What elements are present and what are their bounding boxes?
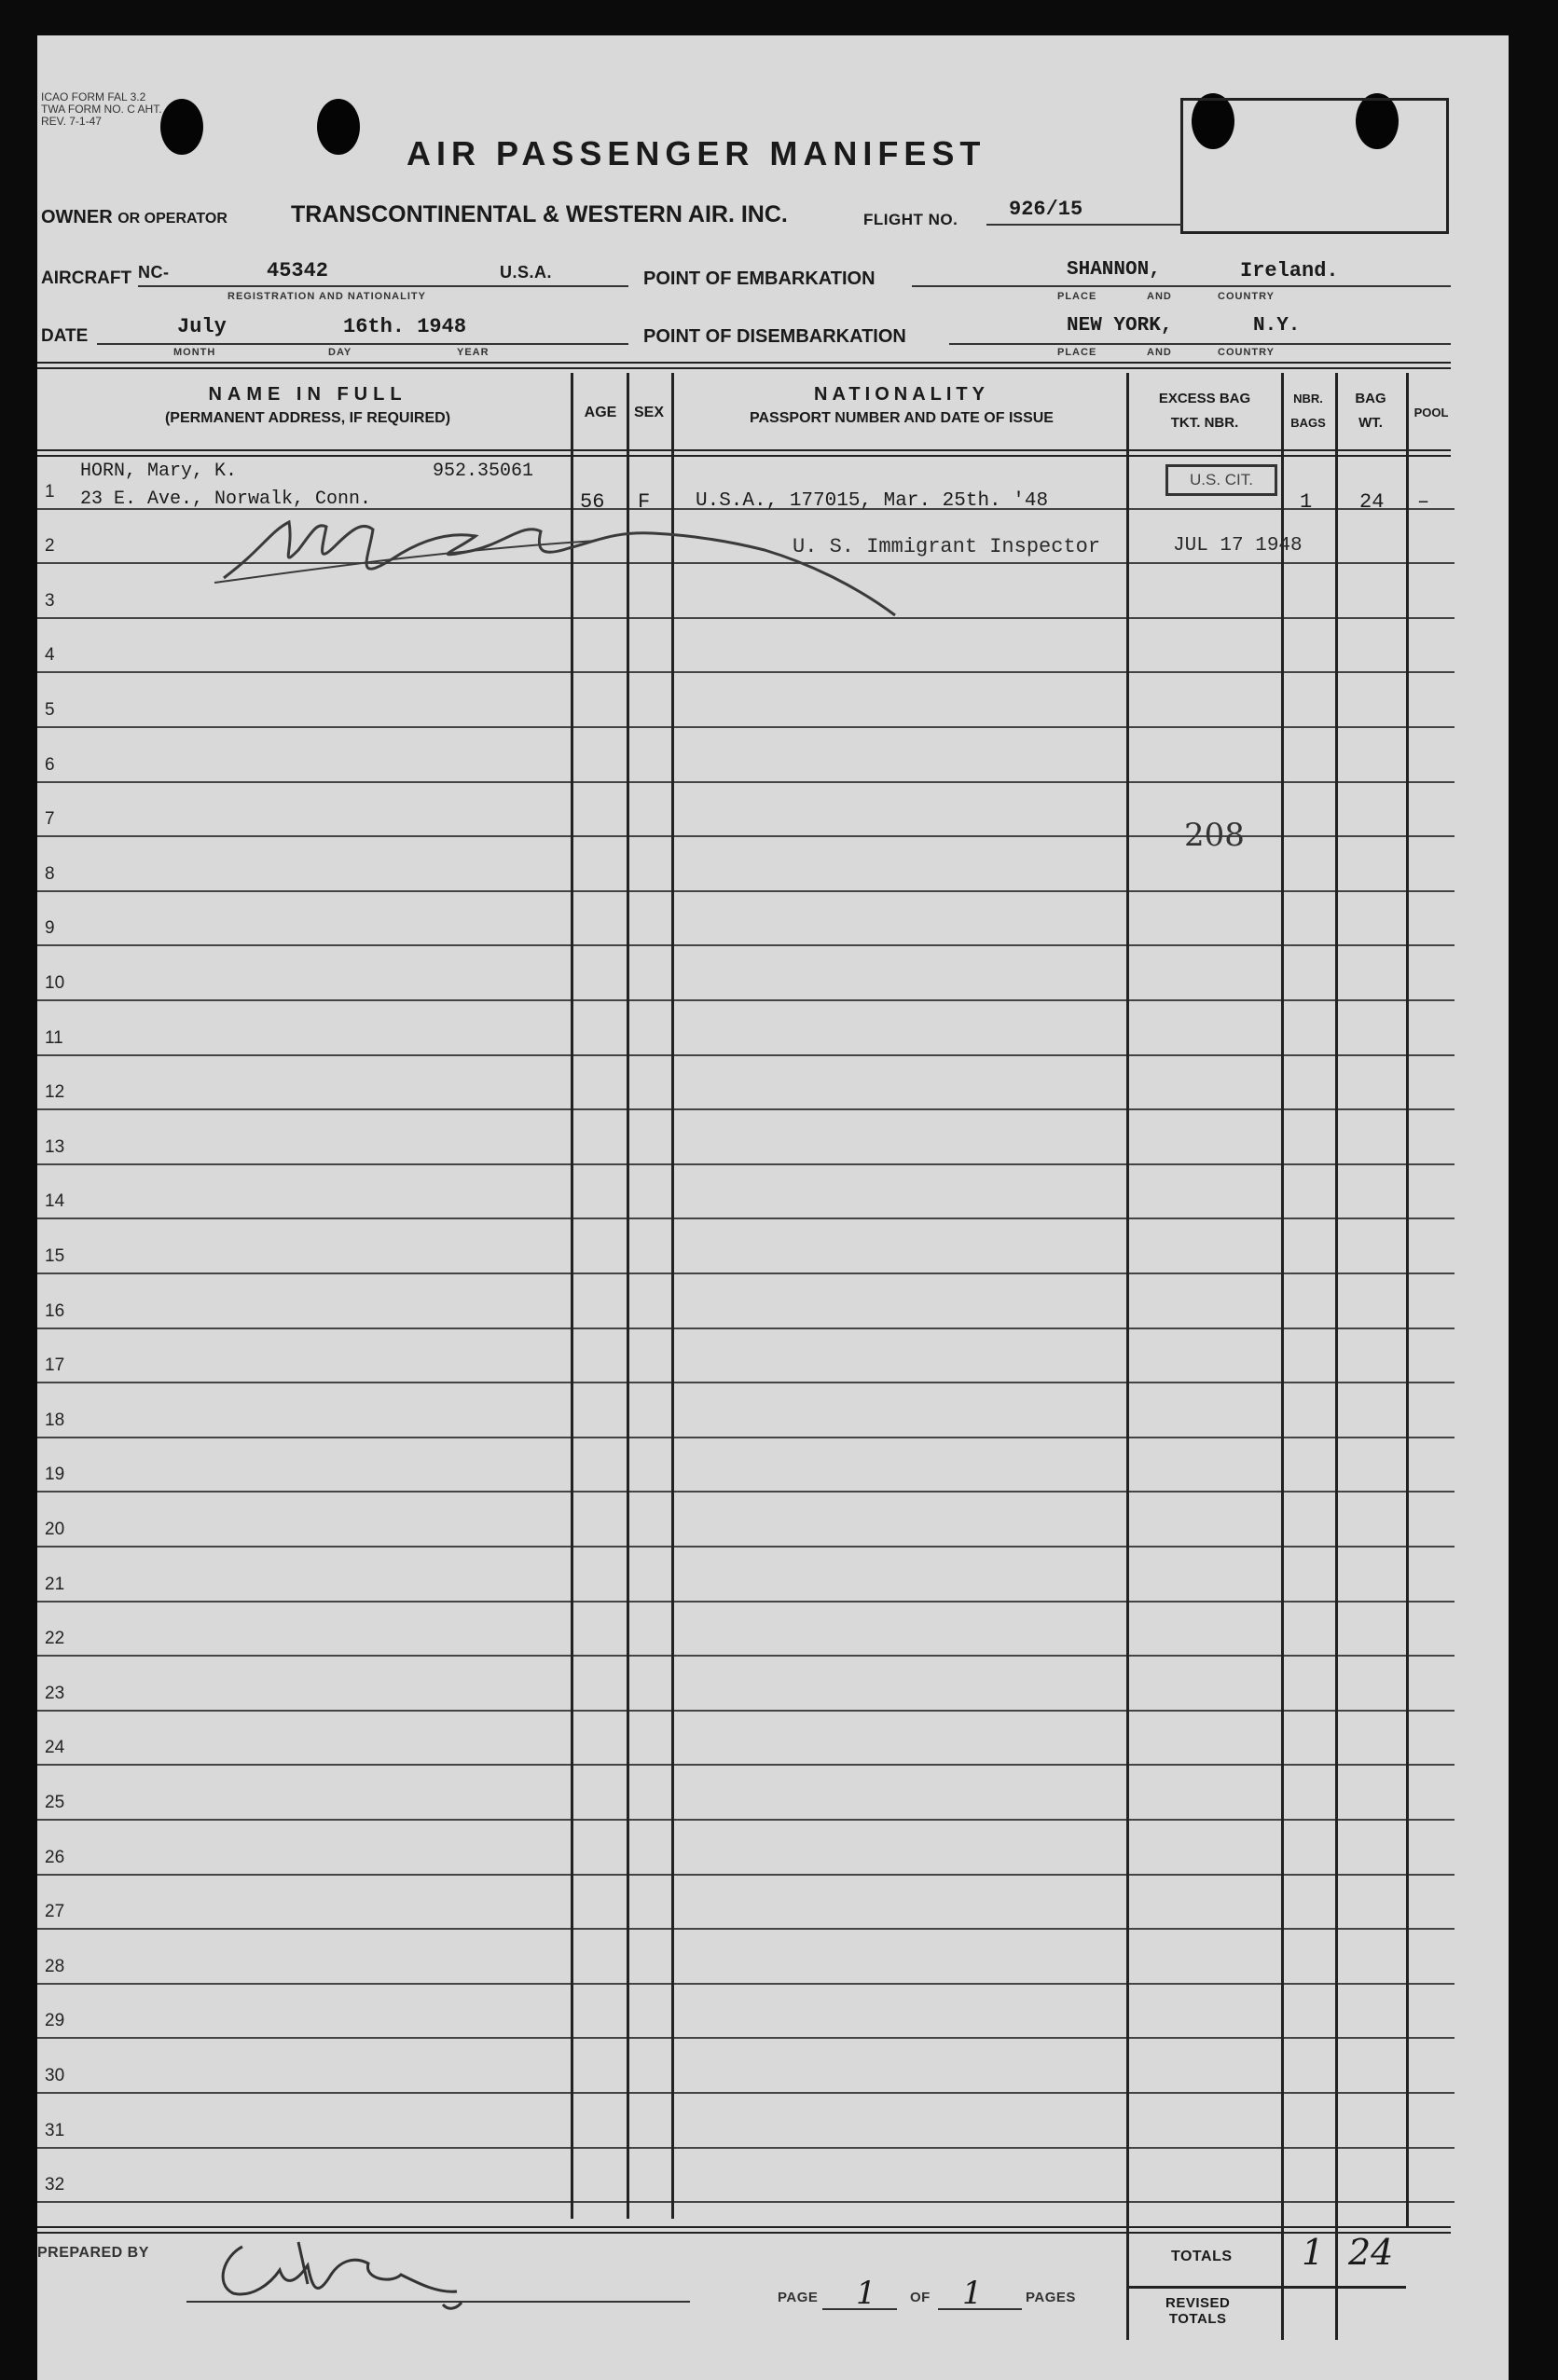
flight-no-label: FLIGHT NO. [863, 211, 958, 228]
row-rule [37, 1218, 1455, 1219]
passenger-bags: 1 [1300, 490, 1313, 514]
inspector-signature [205, 494, 1119, 653]
row-rule [37, 890, 1455, 892]
inspector-stamp-text: U. S. Immigrant Inspector [793, 535, 1101, 558]
table-top-rule [37, 362, 1451, 369]
aircraft-sub-label: REGISTRATION AND NATIONALITY [227, 291, 426, 302]
col-header-excess-1: EXCESS BAG [1158, 391, 1251, 406]
row-rule [37, 1054, 1455, 1056]
row-number: 26 [45, 1848, 65, 1867]
row-number: 8 [45, 864, 55, 884]
disembarkation-label: POINT OF DISEMBARKATION [643, 326, 906, 347]
embarkation-sub-country: COUNTRY [1218, 291, 1275, 302]
date-label: DATE [41, 326, 89, 346]
col-header-name-sub: (PERMANENT ADDRESS, IF REQUIRED) [164, 410, 451, 426]
owner-label [41, 207, 227, 228]
col-header-name [56, 382, 559, 431]
header-bottom-rule [37, 449, 1451, 457]
punch-hole [160, 99, 203, 155]
col-header-excess-2: TKT. NBR. [1170, 415, 1239, 431]
aircraft-label: AIRCRAFT [41, 268, 132, 288]
col-header-nationality [675, 382, 1128, 431]
aircraft-prefix: NC- [138, 263, 170, 282]
row-number: 30 [45, 2066, 65, 2085]
totals-bags: 1 [1302, 2232, 1325, 2273]
row-rule [37, 1273, 1455, 1274]
row-number: 19 [45, 1465, 65, 1484]
row-number: 14 [45, 1191, 65, 1211]
date-underline [97, 343, 628, 345]
row-rule [37, 671, 1455, 673]
revised-label-2: TOTALS [1168, 2311, 1227, 2327]
row-number: 16 [45, 1301, 65, 1321]
aircraft-underline [138, 285, 628, 287]
row-rule [37, 1546, 1455, 1548]
date-sub-day: DAY [328, 347, 352, 358]
row-number: 2 [45, 536, 55, 556]
operator-name: TRANSCONTINENTAL & WESTERN AIR. INC. [291, 201, 788, 227]
page-title: AIR PASSENGER MANIFEST [407, 134, 986, 172]
col-header-nationality-sub: PASSPORT NUMBER AND DATE OF ISSUE [750, 410, 1054, 426]
row-rule [37, 2092, 1455, 2094]
passenger-name: HORN, Mary, K. [80, 461, 238, 482]
flight-no-value: 926/15 [1009, 198, 1083, 221]
row-number: 13 [45, 1137, 65, 1157]
of-label: OF [910, 2290, 931, 2305]
embarkation-sub-place: PLACE [1057, 291, 1097, 302]
office-use-box [1180, 98, 1449, 234]
disembarkation-sub-place: PLACE [1057, 347, 1097, 358]
row-number: 27 [45, 1902, 65, 1921]
col-header-nbr-2: BAGS [1290, 416, 1326, 430]
row-number: 21 [45, 1575, 65, 1594]
punch-hole [317, 99, 360, 155]
row-number: 31 [45, 2121, 65, 2140]
row-number: 20 [45, 1520, 65, 1539]
embarkation-label: POINT OF EMBARKATION [643, 268, 876, 289]
row-rule [37, 1764, 1455, 1766]
column-rule [1406, 373, 1409, 2228]
passenger-pool: – [1417, 490, 1430, 514]
row-rule [37, 1710, 1455, 1712]
date-month: July [177, 315, 227, 338]
row-number: 12 [45, 1082, 65, 1102]
column-rule [1126, 373, 1129, 2340]
us-citizen-stamp [1165, 464, 1277, 496]
col-header-bagwt-2: WT. [1358, 415, 1383, 431]
row-number: 3 [45, 591, 55, 611]
row-number: 6 [45, 755, 55, 775]
col-header-nationality-title: NATIONALITY [814, 384, 989, 405]
row-rule [37, 1601, 1455, 1603]
row-number: 11 [45, 1028, 63, 1048]
totals-weight: 24 [1348, 2232, 1394, 2273]
date-day-year: 16th. 1948 [343, 315, 467, 338]
us-citizen-stamp-text: U.S. CIT. [1189, 471, 1253, 488]
page-underline [822, 2308, 897, 2310]
form-id [41, 91, 162, 128]
row-rule [37, 726, 1455, 728]
row-number: 15 [45, 1246, 65, 1266]
row-number: 28 [45, 1957, 65, 1976]
col-header-bag-wt [1337, 387, 1404, 435]
embarkation-sub-and: AND [1147, 291, 1172, 302]
pages-label: PAGES [1026, 2290, 1076, 2305]
row-rule [37, 1928, 1455, 1930]
date-sub-year: YEAR [457, 347, 489, 358]
passenger-age: 56 [580, 490, 605, 514]
row-number: 7 [45, 809, 55, 829]
col-header-name-title: NAME IN FULL [208, 384, 407, 405]
row-number: 23 [45, 1684, 65, 1703]
row-number: 5 [45, 700, 55, 720]
row-number: 22 [45, 1629, 65, 1648]
row-rule [37, 1491, 1455, 1493]
disembarkation-sub-country: COUNTRY [1218, 347, 1275, 358]
disembarkation-country: N.Y. [1253, 315, 1301, 337]
row-rule [37, 1382, 1455, 1383]
owner-label-prefix: OWNER [41, 207, 113, 227]
row-rule [37, 1655, 1455, 1657]
passenger-address: 23 E. Ave., Norwalk, Conn. [80, 488, 372, 510]
row-number: 24 [45, 1738, 65, 1757]
embarkation-underline [912, 285, 1451, 287]
flight-no-underline [986, 224, 1182, 226]
passenger-nationality: U.S.A., 177015, Mar. 25th. '48 [696, 490, 1049, 512]
form-id-line: REV. 7-1-47 [41, 115, 102, 128]
row-rule [37, 2201, 1455, 2203]
owner-label-mid: OR OPERATOR [117, 211, 227, 227]
col-header-pool: POOL [1413, 406, 1449, 420]
embarkation-place: SHANNON, [1067, 259, 1161, 281]
col-header-excess [1130, 387, 1279, 435]
form-id-line: TWA FORM NO. C AHT. [41, 103, 162, 116]
row-number: 9 [45, 918, 55, 938]
row-number: 4 [45, 645, 55, 665]
row-rule [37, 1437, 1455, 1438]
prepared-by-underline [186, 2301, 690, 2303]
passenger-ref: 952.35061 [433, 461, 534, 482]
passenger-sex: F [638, 490, 651, 514]
column-rule [1335, 373, 1338, 2340]
date-sub-month: MONTH [173, 347, 216, 358]
disembarkation-underline [949, 343, 1451, 345]
row-rule [37, 1163, 1455, 1165]
prepared-by-label: PREPARED BY [37, 2245, 149, 2261]
row-number: 25 [45, 1793, 65, 1812]
aircraft-registration: 45342 [267, 259, 329, 282]
col-header-age: AGE [584, 405, 617, 420]
row-rule [37, 1819, 1455, 1821]
row-rule [37, 1108, 1455, 1110]
column-rule [1281, 373, 1284, 2340]
row-rule [37, 1874, 1455, 1876]
row-rule [37, 2147, 1455, 2149]
col-header-sex: SEX [633, 405, 664, 420]
row-rule [37, 999, 1455, 1001]
row-rule [37, 1983, 1455, 1985]
row-number: 17 [45, 1355, 65, 1375]
row-number: 1 [45, 482, 55, 502]
row-number: 32 [45, 2175, 65, 2194]
row-rule [37, 781, 1455, 783]
pages-value: 1 [962, 2275, 983, 2312]
row-rule [37, 944, 1455, 946]
col-header-nbr-1: NBR. [1293, 392, 1323, 406]
revised-label-1: REVISED [1165, 2295, 1231, 2311]
row-rule [37, 2037, 1455, 2039]
aircraft-nationality: U.S.A. [500, 263, 553, 282]
disembarkation-sub-and: AND [1147, 347, 1172, 358]
form-id-line: ICAO FORM FAL 3.2 [41, 90, 146, 103]
col-header-nbr-bags [1281, 387, 1335, 435]
row-rule [37, 1328, 1455, 1329]
embarkation-country: Ireland. [1240, 259, 1339, 282]
row-number: 10 [45, 973, 65, 993]
page-value: 1 [856, 2275, 876, 2312]
disembarkation-place: NEW YORK, [1067, 315, 1173, 337]
pages-underline [938, 2308, 1022, 2310]
row7-note: 208 [1184, 817, 1245, 854]
row-number: 29 [45, 2011, 65, 2030]
row-number: 18 [45, 1410, 65, 1430]
preparer-signature [205, 2219, 485, 2312]
revised-totals-label [1165, 2295, 1230, 2327]
col-header-bagwt-1: BAG [1355, 391, 1386, 406]
passenger-weight: 24 [1359, 490, 1385, 514]
totals-label: TOTALS [1171, 2249, 1233, 2264]
inspector-stamp-date: JUL 17 1948 [1173, 535, 1303, 557]
page-label: PAGE [778, 2290, 819, 2305]
